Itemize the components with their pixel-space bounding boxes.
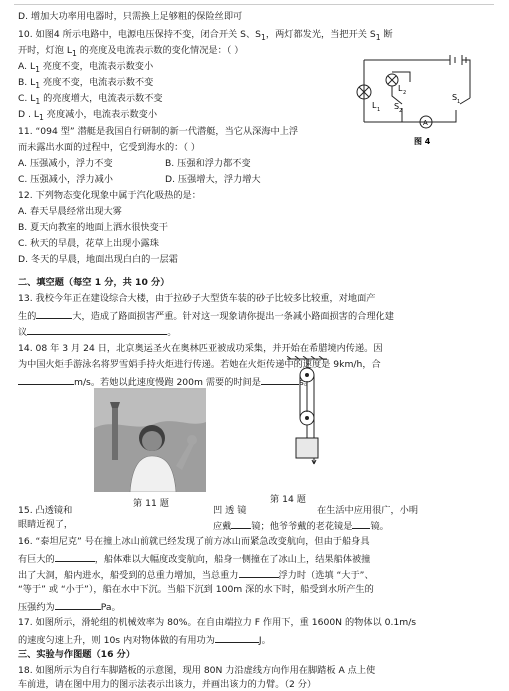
q15-line2-right: 应戴 镜；他爷爷戴的老花镜是 镜。 — [213, 521, 389, 532]
line-option-d-q9: D. 增加大功率用电器时，只需换上足够粗的保险丝即可 — [18, 11, 243, 22]
q15-line2-left: 眼睛近视了， — [18, 519, 74, 530]
q18-line1: 18. 如图所示为自行车脚踏板的示意图，现用 80N 力沿虚线方向作用在脚踏板 A 点上使 — [18, 665, 376, 676]
q10-option-b: B. $L_1$ 亮度不变，电流表示数不变 — [18, 77, 154, 90]
q10-option-c: C. $L_1$ 的亮度增大，电流表示数不变 — [18, 93, 163, 106]
top-rule — [14, 4, 494, 5]
q18-line2: 车前进，请在图中用力的图示法表示出该力，并画出该力的力臂。（2 分） — [18, 679, 317, 690]
section-2-heading: 二、填空题（每空 1 分，共 10 分） — [18, 277, 170, 288]
q15-line1-right: 在生活中应用很广，小明 — [317, 505, 419, 516]
q13-line3: 议 。 — [18, 327, 177, 338]
q11-option-a: A. 压强减小，浮力不变 — [18, 158, 113, 169]
q17-line2: 的速度匀速上升，则 10s 内对物体做的有用功为 J。 — [18, 635, 271, 646]
q10-stem-line2: 开时，灯泡 $L_1$ 的亮度及电流表示数的变化情况是：（ ） — [18, 45, 244, 58]
svg-text:2: 2 — [403, 90, 407, 96]
q11-stem-line2: 而未露出水面的过程中，它受到海水的：（ ） — [18, 142, 201, 153]
svg-text:L: L — [398, 84, 403, 93]
svg-text:图 4: 图 4 — [414, 137, 431, 146]
answer-blank[interactable] — [215, 633, 259, 643]
torchbearer-photo — [94, 388, 206, 492]
figure-4-circuit — [352, 52, 480, 148]
answer-blank[interactable] — [55, 600, 101, 610]
load-block — [296, 438, 318, 458]
answer-blank[interactable] — [239, 568, 279, 578]
q11-option-c: C. 压强减小，浮力减小 — [18, 174, 113, 185]
q12-option-b: B. 夏天向教室的地面上洒水很快变干 — [18, 222, 168, 233]
svg-text:1: 1 — [457, 99, 461, 105]
answer-blank[interactable] — [55, 552, 95, 562]
answer-blank[interactable] — [18, 375, 74, 385]
q16-line1: 16. “泰坦尼克” 号在撞上冰山前就已经发现了前方冰山而紧急改变航向，但由于船身具 — [18, 536, 370, 547]
q16-line2: 有巨大的 ，船体难以大幅度改变航向，船身一侧撞在了冰山上，结果船体被撞 — [18, 554, 371, 565]
q15-line1-mid: 凹 透 镜 — [213, 505, 247, 516]
q15-line1-left: 15. 凸透镜和 — [18, 505, 73, 516]
q12-option-a: A. 春天早晨经常出现大雾 — [18, 206, 122, 217]
q12-stem: 12. 下列物态变化现象中属于汽化吸热的是： — [18, 190, 201, 201]
answer-blank[interactable] — [36, 309, 72, 319]
q14-line3: m/s。若她以此速度慢跑 200m 需要的时间是 s。 — [18, 375, 313, 389]
svg-text:L: L — [372, 101, 377, 110]
figure-11-caption: 第 11 题 — [133, 498, 169, 509]
q17-line1: 17. 如图所示，滑轮组的机械效率为 80%。在自由端拉力 F 作用下，重 1600N 的物体以 0.1m/s — [18, 617, 417, 628]
q10-option-d: D . $L_1$ 亮度减小，电流表示数变小 — [18, 109, 158, 122]
q12-option-c: C. 秋天的早晨，花草上出现小露珠 — [18, 238, 159, 249]
q14-line2: 为中国火炬手游泳名将罗雪娟手持火炬进行传递。若她在火炬传递中的速度是 9km/h，合 — [18, 359, 381, 370]
q16-line4: “等于” 或 “小于”），船在水中下沉。当船下沉到 100m 深的水下时，船受到水所产生的 — [18, 584, 374, 595]
answer-blank[interactable] — [231, 519, 251, 529]
q11-stem-line1: 11. “094 型” 潜艇是我国自行研制的新一代潜艇，当它从深海中上浮 — [18, 126, 299, 137]
q11-option-b: B. 压强和浮力都不变 — [165, 158, 251, 169]
q10-option-a: A. $L_1$ 亮度不变，电流表示数变小 — [18, 61, 154, 74]
q13-line2: 生的 大，造成了路面损害严重。针对这一现象请你提出一条减小路面损害的合理化建 — [18, 311, 394, 322]
q16-line3: 出了大洞，船内进水，船受到的总重力增加，当总重力 浮力时（选填 “大于”、 — [18, 570, 374, 581]
svg-text:1: 1 — [377, 107, 381, 113]
svg-text:S: S — [452, 93, 458, 102]
answer-blank[interactable] — [352, 519, 370, 529]
q16-line5: 压强约为 Pa。 — [18, 602, 121, 613]
svg-text:S: S — [394, 102, 400, 111]
q13-line1: 13. 我校今年正在建设综合大楼，由于拉砂子大型货车装的砂子比较多比较重，对地面产 — [18, 293, 376, 304]
q11-option-d: D. 压强增大，浮力增大 — [165, 174, 261, 185]
section-3-heading: 三、实验与作图题（16 分） — [18, 649, 136, 660]
figure-14-caption: 第 14 题 — [270, 494, 306, 505]
svg-text:A: A — [423, 119, 428, 127]
q10-stem-line1: 10. 如图4 所示电路中，电源电压保持不变，闭合开关 S、$S_1$，两灯都发光，当把开关 $S_1$ 断 — [18, 29, 393, 42]
pulley-system-figure — [285, 356, 331, 484]
q12-option-d: D. 冬天的早晨，地面出现白白的一层霜 — [18, 254, 178, 265]
answer-blank[interactable] — [27, 325, 167, 335]
svg-text:2: 2 — [399, 108, 403, 114]
q14-line1: 14. 08 年 3 月 24 日，北京奥运圣火在奥林匹亚被成功采集，并开始在希腊境内传递。因 — [18, 343, 383, 354]
